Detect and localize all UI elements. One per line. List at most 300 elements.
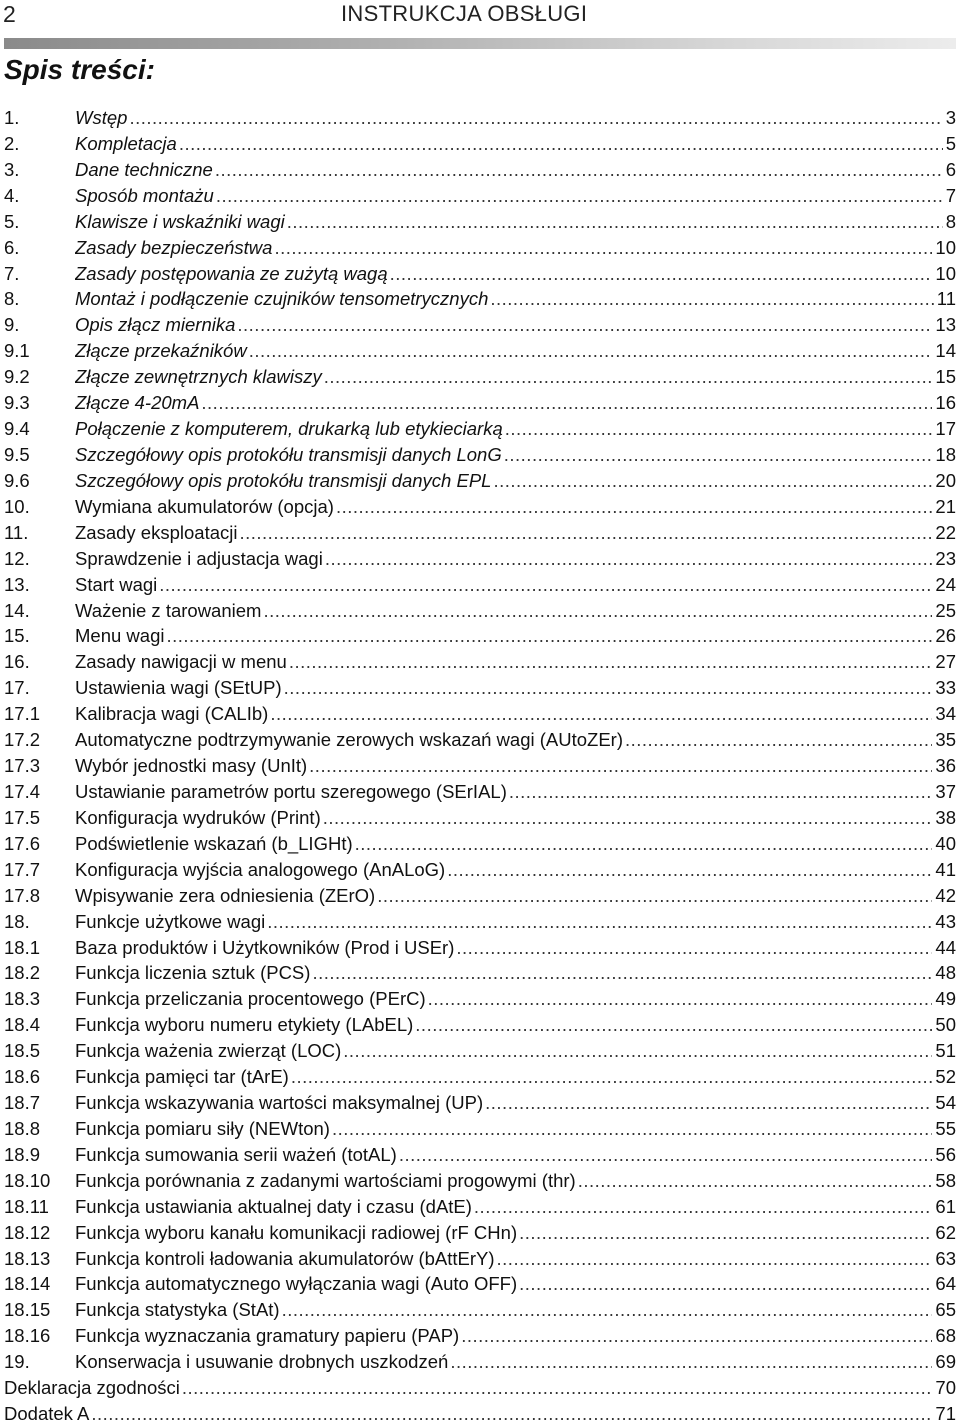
dot-leader xyxy=(159,574,932,596)
toc-entry-number: 9. xyxy=(4,314,20,336)
toc-entry-title: Funkcja kontroli ładowania akumulatorów (bAttErY) xyxy=(75,1247,495,1269)
toc-entry[interactable] xyxy=(0,624,960,650)
toc-entry-title: Zasady bezpieczeństwa xyxy=(75,236,273,258)
toc-entry-line xyxy=(75,1092,956,1114)
dot-leader xyxy=(291,1066,933,1088)
toc-entry-title: Konserwacja i usuwanie drobnych uszkodzeń xyxy=(75,1351,449,1373)
toc-entry[interactable] xyxy=(0,132,960,158)
toc-entry-page: 20 xyxy=(935,469,956,491)
toc-entry-page: 13 xyxy=(935,314,956,336)
toc-entry-page: 24 xyxy=(935,573,956,595)
toc-entry-page: 18 xyxy=(935,443,956,465)
toc-entry-title: Złącze 4-20mA xyxy=(75,392,200,414)
toc-entry-number: 17.4 xyxy=(4,780,41,802)
toc-entry-page: 64 xyxy=(935,1273,956,1295)
dot-leader xyxy=(312,962,932,984)
toc-entry-number: 12. xyxy=(4,547,30,569)
toc-entry-title: Funkcja statystyka (StAt) xyxy=(75,1299,280,1321)
toc-entry[interactable] xyxy=(0,1143,960,1169)
toc-entry[interactable] xyxy=(0,1039,960,1065)
toc-entry-number: 18.7 xyxy=(4,1092,41,1114)
toc-entry-page: 11 xyxy=(936,288,956,310)
toc-entry-line xyxy=(75,1299,956,1321)
toc-entry-line xyxy=(75,496,956,518)
toc-entry-line xyxy=(75,937,956,959)
toc-entry-line xyxy=(75,988,956,1010)
toc-entry-title: Podświetlenie wskazań (b_LIGHt) xyxy=(75,832,353,854)
toc-entry-line xyxy=(75,418,956,440)
toc-entry-line xyxy=(75,755,956,777)
toc-entry-number: 18.10 xyxy=(4,1169,51,1191)
dot-leader xyxy=(504,444,933,466)
toc-entry-number: 17.7 xyxy=(4,858,41,880)
toc-entry-line xyxy=(75,1248,956,1270)
toc-entry-title: Dane techniczne xyxy=(75,158,213,180)
toc-entry-number: 18.11 xyxy=(4,1195,49,1217)
dot-leader xyxy=(377,885,932,907)
toc-entry-page: 49 xyxy=(935,988,956,1010)
toc-entry-page: 44 xyxy=(935,936,956,958)
toc-entry-number: 17. xyxy=(4,677,30,699)
toc-entry-number: 18. xyxy=(4,910,30,932)
dot-leader xyxy=(323,807,933,829)
toc-entry-title: Ważenie z tarowaniem xyxy=(75,599,262,621)
toc-entry-title: Funkcja ustawiania aktualnej daty i czasu (dAtE) xyxy=(75,1195,472,1217)
toc-entry-number: 11. xyxy=(4,521,29,543)
toc-entry-number: 18.4 xyxy=(4,1014,41,1036)
toc-entry-title: Zasady postępowania ze zużytą wagą xyxy=(75,262,388,284)
toc-entry-title: Automatyczne podtrzymywanie zerowych wskazań wagi (AUtoZEr) xyxy=(75,729,623,751)
toc-entry-line xyxy=(75,211,956,233)
toc-entry-title: Opis złącz miernika xyxy=(75,314,236,336)
dot-leader xyxy=(519,1222,932,1244)
toc-entry-title: Funkcja wskazywania wartości maksymalnej (UP) xyxy=(75,1092,484,1114)
header-gradient-bar xyxy=(4,38,956,49)
toc-entry-page: 63 xyxy=(935,1247,956,1269)
toc-entry-line xyxy=(75,911,956,933)
toc-entry-title: Funkcja przeliczania procentowego (PErC) xyxy=(75,988,426,1010)
toc-entry-page: 56 xyxy=(935,1143,956,1165)
toc-entry[interactable] xyxy=(0,599,960,625)
dot-leader xyxy=(201,392,932,414)
dot-leader xyxy=(166,625,932,647)
toc-entry[interactable] xyxy=(0,365,960,391)
dot-leader xyxy=(493,470,932,492)
toc-entry[interactable] xyxy=(0,910,960,936)
toc-entry[interactable] xyxy=(0,313,960,339)
toc-entry-line xyxy=(75,340,956,362)
dot-leader xyxy=(216,185,943,207)
dot-leader xyxy=(519,1273,932,1295)
toc-entry-line xyxy=(75,1351,956,1373)
dot-leader xyxy=(129,107,942,129)
toc-entry-page: 68 xyxy=(935,1325,956,1347)
toc-entry-title: Sprawdzenie i adjustacja wagi xyxy=(75,547,323,569)
toc-entry-line xyxy=(75,600,956,622)
toc-entry-page: 40 xyxy=(935,832,956,854)
toc-entry-line xyxy=(75,1196,956,1218)
toc-entry[interactable] xyxy=(0,547,960,573)
toc-entry-title: Baza produktów i Użytkowników (Prod i USEr) xyxy=(75,936,455,958)
toc-entry-line xyxy=(75,1040,956,1062)
toc-entry[interactable] xyxy=(0,1117,960,1143)
toc-entry-page: 23 xyxy=(935,547,956,569)
dot-leader xyxy=(267,911,932,933)
toc-entry-title: Sposób montażu xyxy=(75,184,214,206)
toc-entry-title: Wpisywanie zera odniesienia (ZErO) xyxy=(75,884,376,906)
toc-entry-title: Funkcja wyboru kanału komunikacji radiowej (rF CHn) xyxy=(75,1221,518,1243)
toc-entry[interactable] xyxy=(0,650,960,676)
page-number: 2 xyxy=(3,1,16,27)
toc-entry-title: Funkcja porównania z zadanymi wartościami progowymi (thr) xyxy=(75,1169,576,1191)
toc-entry[interactable] xyxy=(0,987,960,1013)
toc-entry-number: 5. xyxy=(4,210,20,232)
toc-entry[interactable] xyxy=(0,1195,960,1221)
toc-entry-line xyxy=(75,625,956,647)
toc-entry-title: Połączenie z komputerem, drukarką lub etykieciarką xyxy=(75,418,503,440)
dot-leader xyxy=(309,755,932,777)
toc-entry-page: 58 xyxy=(935,1169,956,1191)
toc-entry-title: Konfiguracja wyjścia analogowego (AnALoG) xyxy=(75,858,446,880)
toc-entry-number: 18.9 xyxy=(4,1143,41,1165)
toc-entry-line xyxy=(75,288,956,310)
toc-entry-number: 17.5 xyxy=(4,806,41,828)
toc-entry[interactable] xyxy=(0,676,960,702)
toc-entry-line xyxy=(75,651,956,673)
toc-entry-line xyxy=(75,133,956,155)
toc-entry[interactable] xyxy=(0,417,960,443)
toc-entry-page: 10 xyxy=(935,236,956,258)
toc-entry-line xyxy=(4,1403,956,1425)
toc-entry-page: 34 xyxy=(935,703,956,725)
toc-entry-number: 9.1 xyxy=(4,340,30,362)
toc-entry-number: 10. xyxy=(4,495,30,517)
toc-entry[interactable] xyxy=(0,521,960,547)
toc-entry[interactable] xyxy=(0,754,960,780)
toc-entry-title: Deklaracja zgodności xyxy=(4,1377,180,1399)
toc-entry[interactable] xyxy=(0,1376,960,1402)
toc-entry[interactable] xyxy=(0,573,960,599)
toc-entry[interactable] xyxy=(0,702,960,728)
toc-entry[interactable] xyxy=(0,158,960,184)
toc-entry[interactable] xyxy=(0,858,960,884)
toc-entry[interactable] xyxy=(0,1091,960,1117)
toc-entry[interactable] xyxy=(0,210,960,236)
dot-leader xyxy=(270,703,932,725)
toc-entry-title: Funkcje użytkowe wagi xyxy=(75,910,266,932)
toc-entry-number: 8. xyxy=(4,288,20,310)
dot-leader xyxy=(505,418,933,440)
dot-leader xyxy=(625,729,932,751)
toc-entry-line xyxy=(75,1014,956,1036)
toc-entry-page: 43 xyxy=(935,910,956,932)
dot-leader xyxy=(324,366,933,388)
toc-entry-line xyxy=(75,1325,956,1347)
toc-entry-number: 18.12 xyxy=(4,1221,51,1243)
toc-entry-title: Zasady eksploatacji xyxy=(75,521,238,543)
toc-entry-line xyxy=(75,237,956,259)
toc-entry-number: 18.3 xyxy=(4,988,41,1010)
toc-entry-page: 22 xyxy=(935,521,956,543)
toc-entry-page: 15 xyxy=(935,366,956,388)
toc-entry-page: 37 xyxy=(935,780,956,802)
toc-entry[interactable] xyxy=(0,469,960,495)
toc-entry-number: 17.1 xyxy=(4,703,41,725)
toc-entry[interactable] xyxy=(0,1221,960,1247)
toc-entry[interactable] xyxy=(0,495,960,521)
toc-entry-line xyxy=(75,314,956,336)
toc-entry-number: 17.6 xyxy=(4,832,41,854)
toc-entry-page: 55 xyxy=(935,1117,956,1139)
toc-entry-line xyxy=(75,470,956,492)
toc-entry-title: Funkcja ważenia zwierząt (LOC) xyxy=(75,1040,342,1062)
toc-entry-title: Funkcja sumowania serii ważeń (totAL) xyxy=(75,1143,397,1165)
toc-entry-number: 18.13 xyxy=(4,1247,51,1269)
dot-leader xyxy=(461,1325,932,1347)
toc-entry-line xyxy=(75,859,956,881)
toc-entry-number: 6. xyxy=(4,236,20,258)
toc-entry[interactable] xyxy=(0,262,960,288)
dot-leader xyxy=(336,496,932,518)
page-header xyxy=(0,0,960,40)
toc-entry-line xyxy=(75,833,956,855)
toc-entry-page: 54 xyxy=(935,1092,956,1114)
toc-entry-number: 17.8 xyxy=(4,884,41,906)
dot-leader xyxy=(182,1377,933,1399)
toc-entry-number: 15. xyxy=(4,625,30,647)
dot-leader xyxy=(450,1351,932,1373)
toc-entry-page: 52 xyxy=(935,1066,956,1088)
toc-heading: Spis treści: xyxy=(4,54,155,85)
toc-entry-title: Funkcja pamięci tar (tArE) xyxy=(75,1066,289,1088)
toc-entry-title: Złącze zewnętrznych klawiszy xyxy=(75,366,322,388)
toc-entry-number: 19. xyxy=(4,1351,30,1373)
dot-leader xyxy=(456,937,932,959)
toc-entry-number: 17.3 xyxy=(4,755,41,777)
toc-entry-line xyxy=(75,366,956,388)
toc-entry-line xyxy=(75,1273,956,1295)
toc-entry[interactable] xyxy=(0,728,960,754)
table-of-contents xyxy=(0,106,960,1428)
dot-leader xyxy=(325,548,933,570)
toc-entry-number: 18.5 xyxy=(4,1040,41,1062)
toc-entry-page: 16 xyxy=(935,392,956,414)
toc-entry-line xyxy=(75,548,956,570)
dot-leader xyxy=(415,1014,932,1036)
dot-leader xyxy=(237,314,932,336)
toc-entry-line xyxy=(75,1170,956,1192)
dot-leader xyxy=(509,781,933,803)
toc-entry[interactable] xyxy=(0,936,960,962)
toc-entry[interactable] xyxy=(0,1350,960,1376)
toc-entry-title: Funkcja automatycznego wyłączania wagi (Auto OFF) xyxy=(75,1273,518,1295)
dot-leader xyxy=(215,159,943,181)
toc-entry-title: Start wagi xyxy=(75,573,158,595)
dot-leader xyxy=(239,522,932,544)
toc-entry-page: 8 xyxy=(945,210,956,232)
toc-entry-line xyxy=(75,107,956,129)
toc-entry-page: 5 xyxy=(945,132,956,154)
dot-leader xyxy=(282,1299,933,1321)
toc-entry-line xyxy=(75,729,956,751)
toc-entry-title: Wymiana akumulatorów (opcja) xyxy=(75,495,334,517)
toc-entry-page: 27 xyxy=(935,651,956,673)
toc-entry-line xyxy=(75,885,956,907)
toc-entry-line xyxy=(75,962,956,984)
toc-entry-number: 17.2 xyxy=(4,729,41,751)
dot-leader xyxy=(428,988,933,1010)
toc-entry-page: 51 xyxy=(935,1040,956,1062)
toc-entry[interactable] xyxy=(0,339,960,365)
toc-entry-page: 3 xyxy=(945,107,956,128)
toc-entry-line xyxy=(75,703,956,725)
toc-entry-number: 18.6 xyxy=(4,1066,41,1088)
toc-entry-title: Funkcja wyznaczania gramatury papieru (PAP) xyxy=(75,1325,460,1347)
dot-leader xyxy=(249,340,933,362)
toc-entry-title: Kalibracja wagi (CALIb) xyxy=(75,703,269,725)
toc-entry[interactable] xyxy=(0,443,960,469)
dot-leader xyxy=(284,677,933,699)
toc-entry[interactable] xyxy=(0,106,960,132)
toc-entry-page: 38 xyxy=(935,806,956,828)
toc-entry-page: 70 xyxy=(935,1377,956,1399)
toc-entry[interactable] xyxy=(0,961,960,987)
toc-entry-line xyxy=(75,263,956,285)
toc-entry-title: Menu wagi xyxy=(75,625,165,647)
toc-entry-number: 9.6 xyxy=(4,469,30,491)
dot-leader xyxy=(490,288,933,310)
toc-entry[interactable] xyxy=(0,884,960,910)
toc-entry-line xyxy=(75,522,956,544)
dot-leader xyxy=(399,1144,933,1166)
toc-entry-line xyxy=(75,1118,956,1140)
toc-entry[interactable] xyxy=(0,287,960,313)
toc-entry-page: 26 xyxy=(935,625,956,647)
toc-entry-number: 9.5 xyxy=(4,443,30,465)
toc-entry-title: Złącze przekaźników xyxy=(75,340,247,362)
toc-entry[interactable] xyxy=(0,184,960,210)
toc-entry[interactable] xyxy=(0,780,960,806)
toc-entry-page: 17 xyxy=(935,418,956,440)
toc-entry-title: Funkcja pomiaru siły (NEWton) xyxy=(75,1117,330,1139)
toc-entry-title: Klawisze i wskaźniki wagi xyxy=(75,210,285,232)
toc-entry-number: 18.8 xyxy=(4,1117,41,1139)
toc-entry-line xyxy=(75,392,956,414)
toc-entry-number: 16. xyxy=(4,651,30,673)
toc-entry[interactable] xyxy=(0,1065,960,1091)
toc-entry-page: 48 xyxy=(935,962,956,984)
toc-entry-title: Wybór jednostki masy (UnIt) xyxy=(75,755,308,777)
toc-entry-title: Montaż i podłączenie czujników tensometrycznych xyxy=(75,288,489,310)
toc-entry-line xyxy=(75,781,956,803)
toc-entry-title: Szczegółowy opis protokółu transmisji danych LonG xyxy=(75,443,502,465)
toc-entry-page: 42 xyxy=(935,884,956,906)
toc-entry[interactable] xyxy=(0,1324,960,1350)
toc-entry-title: Dodatek A xyxy=(4,1403,90,1425)
toc-entry-number: 18.1 xyxy=(4,936,41,958)
toc-entry[interactable] xyxy=(0,1402,960,1428)
toc-entry-number: 9.2 xyxy=(4,366,30,388)
toc-entry[interactable] xyxy=(0,1298,960,1324)
dot-leader xyxy=(274,237,932,259)
toc-entry[interactable] xyxy=(0,1272,960,1298)
toc-entry-title: Konfiguracja wydruków (Print) xyxy=(75,806,321,828)
toc-entry-number: 4. xyxy=(4,184,20,206)
dot-leader xyxy=(355,833,933,855)
dot-leader xyxy=(332,1118,932,1140)
toc-entry-line xyxy=(75,1222,956,1244)
toc-entry-title: Funkcja wyboru numeru etykiety (LAbEL) xyxy=(75,1014,414,1036)
dot-leader xyxy=(179,133,943,155)
toc-entry-title: Funkcja liczenia sztuk (PCS) xyxy=(75,962,311,984)
toc-entry-page: 7 xyxy=(945,184,956,206)
toc-entry[interactable] xyxy=(0,391,960,417)
toc-entry[interactable] xyxy=(0,1013,960,1039)
toc-entry-page: 35 xyxy=(935,729,956,751)
dot-leader xyxy=(447,859,932,881)
toc-entry-number: 18.15 xyxy=(4,1299,51,1321)
toc-entry[interactable] xyxy=(0,832,960,858)
dot-leader xyxy=(287,211,943,233)
dot-leader xyxy=(485,1092,932,1114)
toc-entry-title: Wstęp xyxy=(75,107,128,128)
toc-entry-number: 3. xyxy=(4,158,20,180)
toc-entry-title: Ustawienia wagi (SEtUP) xyxy=(75,677,282,699)
toc-entry-number: 18.2 xyxy=(4,962,41,984)
toc-entry-number: 9.4 xyxy=(4,418,30,440)
toc-entry-page: 69 xyxy=(935,1351,956,1373)
toc-entry-line xyxy=(75,1066,956,1088)
toc-entry-line xyxy=(75,159,956,181)
toc-entry-title: Kompletacja xyxy=(75,132,177,154)
toc-entry-page: 62 xyxy=(935,1221,956,1243)
toc-entry-line xyxy=(75,677,956,699)
toc-entry-page: 6 xyxy=(945,158,956,180)
dot-leader xyxy=(474,1196,933,1218)
toc-entry[interactable] xyxy=(0,806,960,832)
toc-entry[interactable] xyxy=(0,1247,960,1273)
toc-entry-number: 1. xyxy=(4,107,20,128)
toc-entry-line xyxy=(75,185,956,207)
toc-entry-page: 65 xyxy=(935,1299,956,1321)
toc-entry-page: 21 xyxy=(935,495,956,517)
toc-entry-title: Szczegółowy opis protokółu transmisji danych EPL xyxy=(75,469,492,491)
toc-entry-line xyxy=(75,444,956,466)
running-title: INSTRUKCJA OBSŁUGI xyxy=(341,1,588,26)
dot-leader xyxy=(289,651,933,673)
dot-leader xyxy=(263,600,932,622)
toc-entry-line xyxy=(4,1377,956,1399)
toc-entry-title: Ustawianie parametrów portu szeregowego (SErIAL) xyxy=(75,780,507,802)
toc-entry-page: 10 xyxy=(935,262,956,284)
dot-leader xyxy=(91,1403,932,1425)
toc-entry-page: 25 xyxy=(935,599,956,621)
toc-entry-line xyxy=(75,807,956,829)
dot-leader xyxy=(390,263,933,285)
toc-entry-line xyxy=(75,574,956,596)
toc-entry-page: 41 xyxy=(935,858,956,880)
dot-leader xyxy=(343,1040,932,1062)
dot-leader xyxy=(497,1248,933,1270)
toc-entry-number: 9.3 xyxy=(4,392,30,414)
toc-entry-page: 61 xyxy=(935,1195,956,1217)
toc-entry-number: 13. xyxy=(4,573,30,595)
toc-entry[interactable] xyxy=(0,236,960,262)
toc-entry-title: Zasady nawigacji w menu xyxy=(75,651,287,673)
toc-entry[interactable] xyxy=(0,1169,960,1195)
toc-entry-number: 14. xyxy=(4,599,30,621)
toc-entry-line xyxy=(75,1144,956,1166)
